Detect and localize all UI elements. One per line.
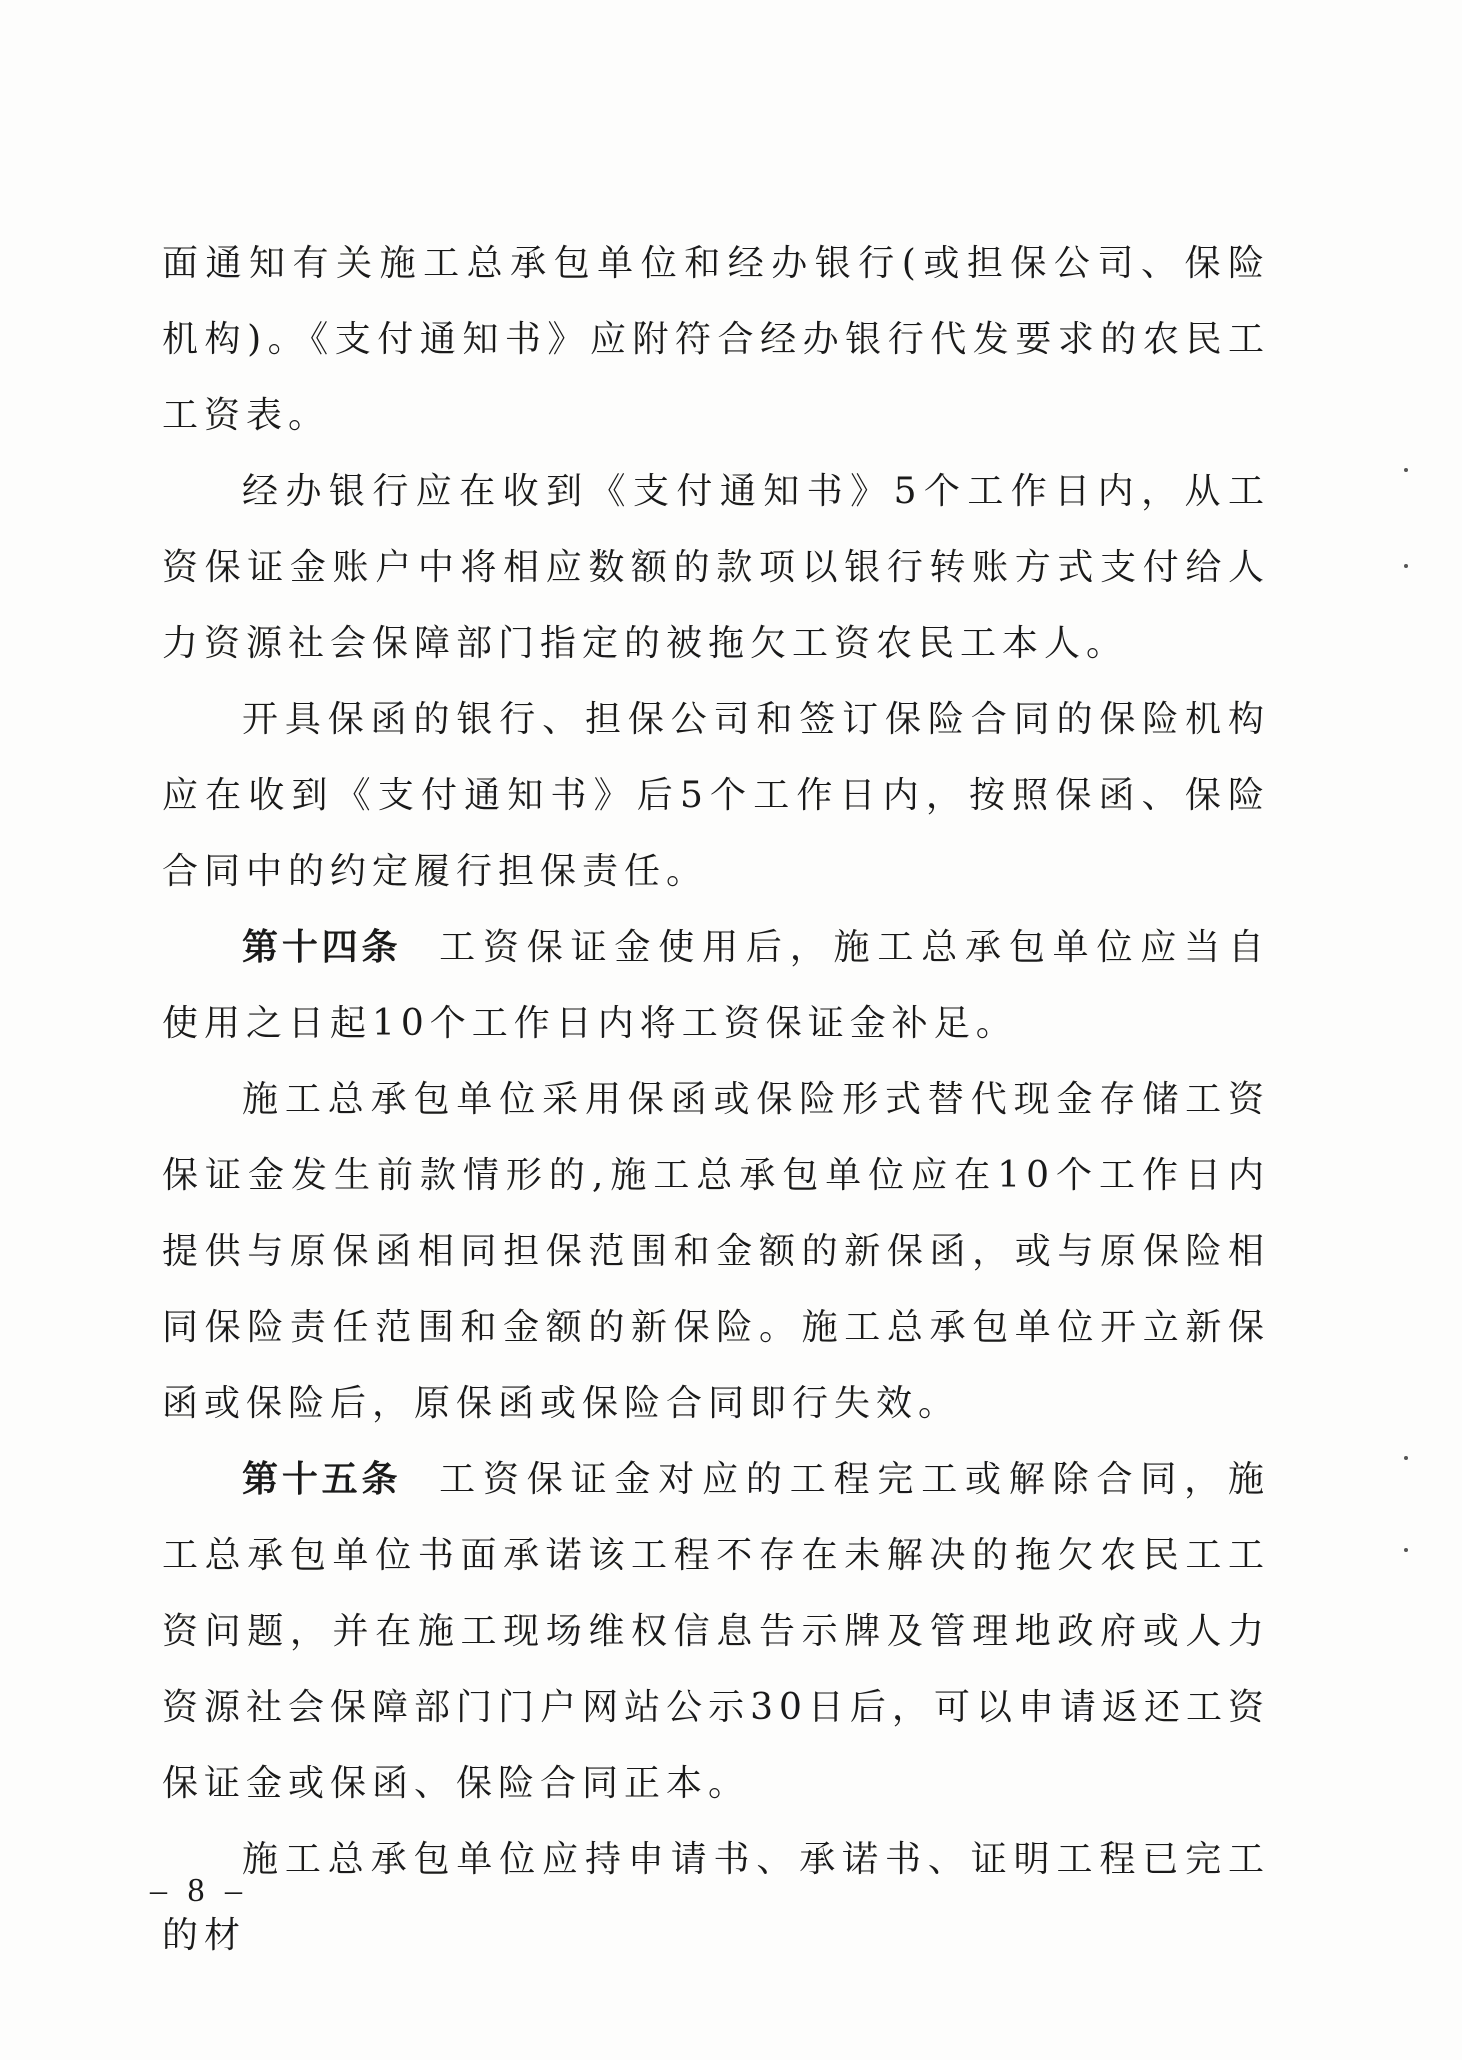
scan-dot	[1404, 1548, 1408, 1552]
article-14	[162, 910, 1270, 1062]
document-body	[162, 226, 1270, 1974]
article-15	[162, 1442, 1270, 1822]
page-number: – 8 –	[150, 1872, 248, 1909]
paragraph-return-application: 施工总承包单位应持申请书、承诺书、证明工程已完工的材	[162, 1839, 1270, 1956]
scan-dot	[1404, 564, 1408, 568]
paragraph-guarantee-duty: 开具保函的银行、担保公司和签订保险合同的保险机构应在收到《支付通知书》后5个工作日内，按照保函、保险合同中的约定履行担保责任。	[162, 699, 1270, 892]
paragraph-continuation: 面通知有关施工总承包单位和经办银行(或担保公司、保险机构)。《支付通知书》应附符合经办银行代发要求的农民工工资表。	[162, 243, 1270, 436]
article-15-heading: 第十五条	[242, 1459, 402, 1500]
article-15-text: 工资保证金对应的工程完工或解除合同，施工总承包单位书面承诺该工程不存在未解决的拖欠农民工工资问题，并在施工现场维权信息告示牌及管理地政府或人力资源社会保障部门门户网站公示30日后，可以申请返还工资保证金或保函、保险合同正本。	[162, 1459, 1270, 1804]
paragraph-bank-payment: 经办银行应在收到《支付通知书》5个工作日内，从工资保证金账户中将相应数额的款项以银行转账方式支付给人力资源社会保障部门指定的被拖欠工资农民工本人。	[162, 471, 1270, 664]
paragraph-replacement-guarantee: 施工总承包单位采用保函或保险形式替代现金存储工资保证金发生前款情形的,施工总承包单位应在10个工作日内提供与原保函相同担保范围和金额的新保函，或与原保险相同保险责任范围和金额的新保险。施工总承包单位开立新保函或保险后，原保函或保险合同即行失效。	[162, 1079, 1270, 1424]
scan-dot	[1404, 1456, 1408, 1460]
article-14-text: 工资保证金使用后，施工总承包单位应当自使用之日起10个工作日内将工资保证金补足。	[162, 927, 1270, 1044]
scan-dot	[1404, 468, 1408, 472]
article-14-heading: 第十四条	[242, 927, 402, 968]
